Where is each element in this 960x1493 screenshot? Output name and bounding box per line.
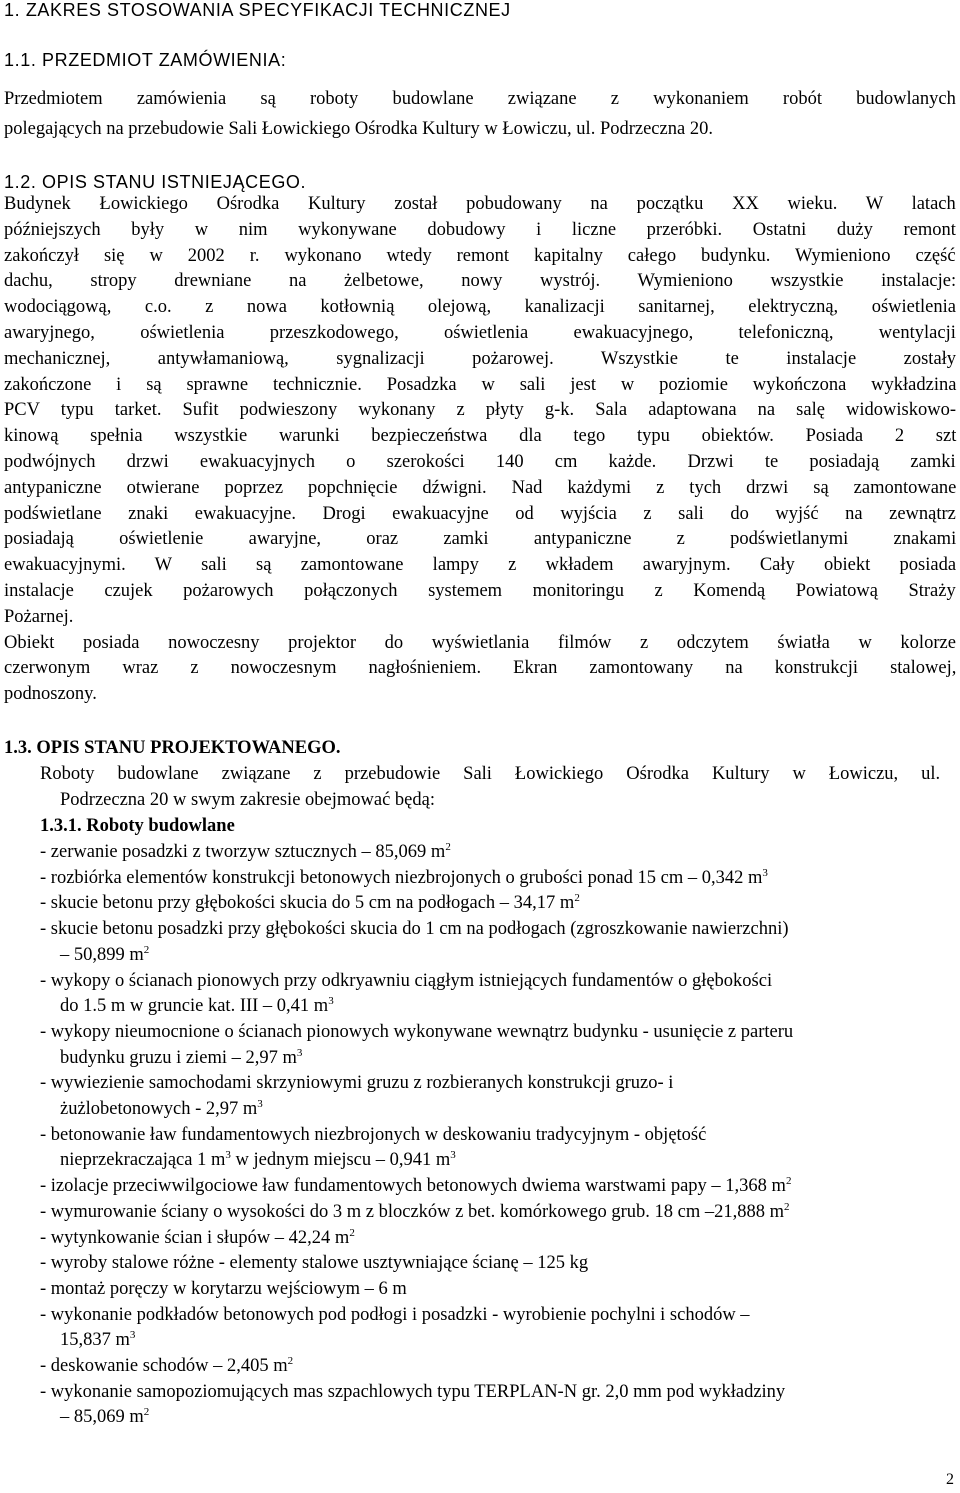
existing-state-line: PCV typu tarket. Sufit podwieszony wykonany z płyty g-k. Sala adaptowana na salę widowiskowo- xyxy=(4,400,956,421)
work-item xyxy=(40,1382,785,1403)
unit-exponent: 2 xyxy=(143,1406,150,1419)
work-item xyxy=(40,945,149,966)
projected-state-line: Roboty budowlane związane z przebudowie Sali Łowickiego Ośrodka Kultury w Łowiczu, ul. xyxy=(40,764,941,784)
work-item-text: - wykonanie samopoziomujących mas szpachlowych typu TERPLAN-N gr. 2,0 mm pod wykładziny xyxy=(40,1381,786,1402)
work-item xyxy=(40,868,768,889)
existing-state-line: posiadają oświetlenie awaryjne, oraz zamki antypaniczne z podświetlanymi znakami xyxy=(4,529,957,550)
work-item xyxy=(40,1253,588,1274)
work-item xyxy=(60,1330,135,1351)
work-item xyxy=(40,1125,706,1146)
work-item-text: - wywiezienie samochodami skrzyniowymi gruzu z rozbieranych konstrukcji gruzo- i xyxy=(40,1073,674,1094)
work-item-text: do 1.5 m w gruncie kat. III – 0,41 m xyxy=(60,996,329,1017)
unit-exponent: 2 xyxy=(783,1200,790,1213)
existing-state-line: mechanicznej, antywłamaniową, sygnalizacji pożarowej. Wszystkie te instalacje zostały xyxy=(4,348,957,369)
existing-state-line: wodociągową, c.o. z nowa kotłownią olejową, kanalizacji sanitarnej, elektryczną, oświetlenia xyxy=(4,297,956,318)
work-item-text: - zerwanie posadzki z tworzyw sztucznych – 85,069 m xyxy=(40,842,446,862)
work-item-text-tail: w jednym miejscu – 0,941 m xyxy=(230,1150,451,1171)
work-item-text: - skucie betonu posadzki przy głębokości skucia do 1 cm na podłogach (zgroszkowanie nawierzchni) xyxy=(40,919,789,940)
work-item xyxy=(40,1073,673,1094)
work-item-text: budynku gruzu i ziemi – 2,97 m xyxy=(60,1047,297,1068)
work-item-text: - deskowanie schodów – 2,405 m xyxy=(40,1356,288,1376)
existing-state-line: Obiekt posiada nowoczesny projektor do wyświetlania filmów z odczytem światła w kolorze xyxy=(4,632,956,653)
work-item-text: - izolacje przeciwwilgociowe ław fundamentowych betonowych dwiema warstwami papy – 1,368 m xyxy=(40,1176,786,1197)
work-item xyxy=(60,996,334,1017)
work-item-text: - wykopy o ścianach pionowych przy odkryawniu ciągłym istniejących fundamentów o głębokości xyxy=(40,970,773,991)
work-item-text: - wytynkowanie ścian i słupów – 42,24 m xyxy=(40,1227,350,1248)
unit-exponent: 3 xyxy=(762,866,768,879)
existing-state-line: zakończył się w 2002 r. wykonano wtedy remont kapitalny całego budynku. Wymieniono część xyxy=(4,245,956,266)
existing-state-line: czerwonym wraz z nowoczesnym nagłośnieniem. Ekran zamontowany na konstrukcji stalowej, xyxy=(4,658,957,679)
intro-line: polegających na przebudowie Sali Łowickiego Ośrodka Kultury w Łowiczu, ul. Podrzeczna 20. xyxy=(4,119,713,139)
work-item-text: - montaż poręczy w korytarzu wejściowym – 6 m xyxy=(40,1278,407,1299)
work-item xyxy=(40,893,580,914)
work-item-text: - skucie betonu przy głębokości skucia do 5 cm na podłogach – 34,17 m xyxy=(40,893,575,914)
unit-exponent: 3 xyxy=(450,1149,456,1162)
unit-exponent: 2 xyxy=(349,1226,355,1239)
unit-exponent: 3 xyxy=(129,1329,136,1342)
existing-state-line: Pożarnej. xyxy=(4,606,74,627)
work-item-text: 15,837 m xyxy=(60,1330,130,1351)
section-heading-1-3: 1.3. OPIS STANU PROJEKTOWANEGO. xyxy=(4,738,341,758)
work-item xyxy=(40,1022,793,1043)
work-item xyxy=(40,1407,149,1428)
work-item-text: - rozbiórka elementów konstrukcji betonowych niezbrojonych o grubości ponad 15 cm – 0,342 m xyxy=(40,867,763,888)
work-item-text: – 50,899 m xyxy=(60,944,144,965)
existing-state-line: podwójnych drzwi ewakuacyjnych o szerokości 140 cm każde. Drzwi te posiadają zamki xyxy=(4,452,956,472)
work-item xyxy=(40,1176,791,1197)
work-item xyxy=(40,842,451,863)
existing-state-line: podświetlane znaki ewakuacyjne. Drogi ewakuacyjne od wyjścia z sali do wyjść na zewnątrz xyxy=(4,503,956,524)
intro-line: Przedmiotem zamówienia są roboty budowlane związane z wykonaniem robót budowlanych xyxy=(4,89,956,109)
work-item xyxy=(60,1150,456,1171)
section-heading-1: 1. ZAKRES STOSOWANIA SPECYFIKACJI TECHNICZNEJ xyxy=(4,0,511,20)
existing-state-line: ewakuacyjnymi. W sali są zamontowane lampy z wkładem awaryjnym. Cały obiekt posiada xyxy=(4,555,957,576)
unit-exponent: 2 xyxy=(574,892,580,905)
work-item xyxy=(40,1228,355,1249)
work-item-text: - wykopy nieumocnione o ścianach pionowych wykonywane wewnątrz budynku - usunięcie z parteru xyxy=(40,1021,794,1042)
work-item-text: - betonowanie ław fundamentowych niezbrojonych w deskowaniu tradycyjnym - objętość xyxy=(40,1124,707,1145)
section-heading-1-2: 1.2. OPIS STANU ISTNIEJĄCEGO. xyxy=(4,172,307,192)
work-item xyxy=(60,1048,302,1069)
section-heading-1-3-1: 1.3.1. Roboty budowlane xyxy=(40,816,235,836)
unit-exponent: 2 xyxy=(785,1175,792,1188)
existing-state-line: zakończone i są sprawne technicznie. Posadzka w sali jest w poziomie wykończona wykładzina xyxy=(4,374,957,395)
work-item xyxy=(40,1305,750,1326)
existing-state-line: kinową spełnia wszystkie warunki bezpieczeństwa dla tego typu obiektów. Posiada 2 szt xyxy=(4,426,957,447)
existing-state-line: instalacje czujek pożarowych połączonych systemem monitoringu z Komendą Powiatową Straży xyxy=(4,581,956,601)
work-item xyxy=(40,1356,293,1377)
existing-state-line: antypaniczne otwierane poprzez popchnięcie dźwigni. Nad każdymi z tych drzwi są zamontowane xyxy=(4,477,957,498)
page-number: 2 xyxy=(946,1471,954,1488)
unit-exponent: 3 xyxy=(296,1046,303,1059)
work-item xyxy=(40,1279,407,1300)
section-heading-1-1: 1.1. PRZEDMIOT ZAMÓWIENIA: xyxy=(4,50,287,70)
work-item-text: żużlobetonowych - 2,97 m xyxy=(60,1099,258,1119)
existing-state-line: dachu, stropy drewniane na żelbetowe, nowy wystrój. Wymieniono wszystkie instalacje: xyxy=(4,271,957,292)
work-item-text: - wymurowanie ściany o wysokości do 3 m z bloczków z bet. komórkowego grub. 18 cm –21,888 m xyxy=(40,1201,784,1222)
work-item-text: - wyroby stalowe różne - elementy stalowe usztywniające ścianę – 125 kg xyxy=(40,1253,589,1274)
existing-state-line: Budynek Łowickiego Ośrodka Kultury został pobudowany na początku XX wieku. W latach xyxy=(4,194,956,214)
projected-state-line: Podrzeczna 20 w swym zakresie obejmować będą: xyxy=(60,790,435,810)
work-item-text: - wykonanie podkładów betonowych pod podłogi i posadzki - wyrobienie pochylni i schodów – xyxy=(40,1304,750,1325)
work-item-text: – 85,069 m xyxy=(60,1407,144,1428)
work-item xyxy=(60,1099,263,1120)
unit-exponent: 3 xyxy=(225,1149,231,1162)
existing-state-line: awaryjnego, oświetlenia przeszkodowego, oświetlenia ewakuacyjnego, telefoniczną, wentylacji xyxy=(4,323,956,343)
unit-exponent: 2 xyxy=(287,1355,294,1367)
work-item-text: nieprzekraczająca 1 m xyxy=(60,1150,226,1171)
unit-exponent: 3 xyxy=(328,995,334,1008)
unit-exponent: 2 xyxy=(445,841,451,853)
existing-state-line: późniejszych były w nim wykonywane dobudowy i liczne przeróbki. Ostatni duży remont xyxy=(4,219,956,240)
work-item xyxy=(40,1202,789,1223)
work-item xyxy=(40,919,789,940)
unit-exponent: 2 xyxy=(143,943,150,956)
unit-exponent: 3 xyxy=(257,1098,263,1110)
existing-state-line: podnoszony. xyxy=(4,684,97,705)
work-item xyxy=(40,971,772,992)
